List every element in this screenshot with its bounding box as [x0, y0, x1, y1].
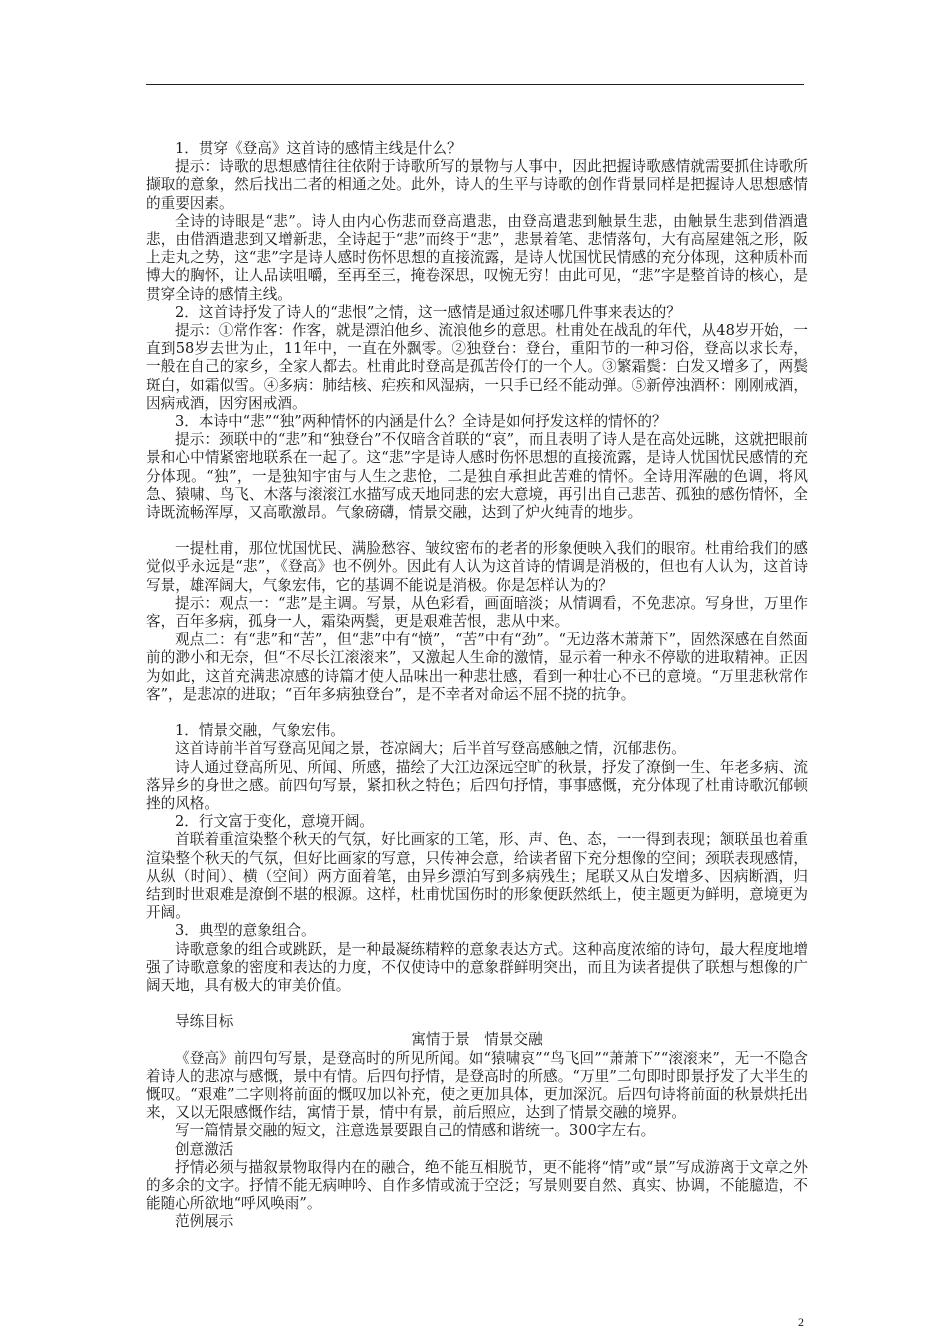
guide-goal-heading: 导练目标: [175, 1013, 234, 1031]
answer-1: 全诗的诗眼是“悲”。诗人由内心伤悲而登高遣悲，由登高遣悲到触景生悲，由触景生悲到借酒遣悲，由借酒遣悲到又增新悲，全诗起于“悲”而终于“悲”，悲景着笔、悲情落句，大有高屋建瓴之形，阪上走丸之势，这“悲”字是诗人感时伤怀思想的直接流露，是诗人忧国忧民情感的充分体现，这种质朴而博大的胸怀，让人品读咀嚼，至再至三，掩卷深思，叹惋无穷！由此可见，“悲”字是整首诗的核心，是贯穿全诗的感情主线。: [146, 212, 808, 303]
question-2: 2．这首诗抒发了诗人的“悲恨”之情，这一感情是通过叙述哪几件事来表达的？: [175, 303, 681, 321]
hint-3: 提示：颈联中的“悲”和“独登台”不仅暗含首联的“哀”，而且表明了诗人是在高处远眺，这就把眼前景和心中情紧密地联系在一起了。这“悲”字是诗人感时伤怀思想的直接流露，是诗人忧国忧民感情的充分体现。“独”，一是独知宇宙与人生之悲怆，二是独自承担此苦难的情怀。全诗用浑融的色调，将风急、猿啸、鸟飞、木落与滚滚江水描写成天地同悲的宏大意境，再引出自己悲苦、孤独的感伤情怀，全诗既流畅浑厚，又高歌激昂。气象磅礴，情景交融，达到了炉火纯青的地步。: [146, 431, 808, 522]
document-body: [146, 140, 808, 1232]
feature-2-heading: 2．行文富于变化，意境开阔。: [175, 813, 375, 831]
feature-3-text: 诗歌意象的组合或跳跃，是一种最凝练精粹的意象表达方式。这种高度浓缩的诗句，最大程度地增强了诗歌意象的密度和表达的力度，不仅使诗中的意象群鲜明突出，而且为读者提供了联想与想像的广阔天地，具有极大的审美价值。: [146, 940, 808, 994]
page-number: 2: [798, 1315, 804, 1329]
feature-2-text: 首联着重渲染整个秋天的气氛，好比画家的工笔，形、声、色、态，一一得到表现；颔联虽也着重渲染整个秋天的气氛，但好比画家的写意，只传神会意，给读者留下充分想像的空间；颈联表现感情，从纵（时间）、横（空间）两方面着笔，由异乡漂泊写到多病残生；尾联又从白发增多、因病断酒，归结到时世艰难是潦倒不堪的根源。这样，杜甫忧国伤时的形象便跃然纸上，使主题更为鲜明，意境更为开阔。: [146, 831, 808, 922]
creative-heading: 创意激活: [175, 1140, 234, 1158]
creative-text: 抒情必须与描叙景物取得内在的融合，绝不能互相脱节，更不能将“情”或“景”写成游离于文章之外的多余的文字。抒情不能无病呻吟、自作多情或流于空泛；写景则要自然、真实、协调，不能臆造，不能随心所欲地“呼风唤雨”。: [146, 1158, 808, 1213]
question-1: 1．贯穿《登高》这首诗的感情主线是什么？: [175, 140, 462, 157]
discussion-prompt: 一提杜甫，那位忧国忧民、满脸愁容、皱纹密布的老者的形象便映入我们的眼帘。杜甫给我们的感觉似乎永远是“悲”，《登高》也不例外。因此有人认为这首诗的情调是消极的，但也有人认为，这首诗写景，雄浑阔大，气象宏伟，它的基调不能说是消极。你是怎样认为的？: [146, 540, 808, 594]
example-heading: 范例展示: [175, 1213, 234, 1231]
guide-goal-title: 寓情于景 情景交融: [411, 1031, 543, 1049]
section-gap: [146, 522, 808, 540]
hint-1: 提示：诗歌的思想感情往往依附于诗歌所写的景物与人事中，因此把握诗歌感情就需要抓住诗歌所撷取的意象，然后找出二者的相通之处。此外，诗人的生平与诗歌的创作背景同样是把握诗人思想感情的重要因素。: [146, 158, 808, 212]
feature-1-text-a: 这首诗前半首写登高见闻之景，苍凉阔大；后半首写登高感触之情，沉郁悲伤。: [175, 740, 686, 758]
section-gap: [146, 995, 808, 1013]
viewpoint-1: 提示：观点一：“悲”是主调。写景，从色彩看，画面暗淡；从情调看，不免悲凉。写身世，万里作客，百年多病，孤身一人，霜染两鬓，更是艰难苦恨，悲从中来。: [146, 594, 808, 631]
viewpoint-2: 观点二：有“悲”和“苦”，但“悲”中有“愤”，“苦”中有“劲”。“无边落木萧萧下”，固然深感在自然面前的渺小和无奈，但“不尽长江滚滚来”，又激起人生命的激情，显示着一种永不停歇的进取精神。正因为如此，这首充满悲凉感的诗篇才使人品味出一种悲壮感，看到一种壮心不已的意境。“万里悲秋常作客”，是悲凉的进取；“百年多病独登台”，是不幸者对命运不屈不挠的抗争。: [146, 631, 808, 703]
guide-goal-text: 《登高》前四句写景，是登高时的所见所闻。如“猿啸哀”“鸟飞回”“萧萧下”“滚滚来”，无一不隐含着诗人的悲凉与感慨，景中有情。后四句抒情，是登高时的所感。“万里”二句即时即景抒发了大半生的慨叹。“艰难”二字则将前面的慨叹加以补充，使之更加具体，更加深沉。后四句诗将前面的秋景烘托出来，又以无限感慨作结，寓情于景，情中有景，前后照应，达到了情景交融的境界。: [146, 1049, 808, 1122]
section-gap: [146, 704, 808, 722]
feature-1-text-b: 诗人通过登高所见、所闻、所感，描绘了大江边深远空旷的秋景，抒发了潦倒一生、年老多病、流落异乡的身世之感。前四句写景，紧扣秋之特色；后四句抒情，事事感慨，充分体现了杜甫诗歌沉郁顿挫的风格。: [146, 758, 808, 812]
writing-task: 写一篇情景交融的短文，注意选景要跟自己的情感和谐统一。300字左右。: [175, 1122, 656, 1140]
feature-3-heading: 3．典型的意象组合。: [175, 922, 316, 940]
hint-2: 提示：①常作客：作客，就是漂泊他乡、流浪他乡的意思。杜甫处在战乱的年代，从48岁开始，一直到58岁去世为止，11年中，一直在外飘零。②独登台：登台，重阳节的一种习俗，登高以求长寿，一般在自己的家乡，全家人都去。杜甫此时登高是孤苦伶仃的一个人。③繁霜鬓：白发又增多了，两鬓斑白，如霜似雪。④多病：肺结核、疟疾和风湿病，一只手已经不能动弹。⑤新停浊酒杯：刚刚戒酒，因病戒酒，因穷困戒酒。: [146, 322, 808, 412]
question-3: 3．本诗中“悲”“独”两种情怀的内涵是什么？全诗是如何抒发这样的情怀的？: [175, 413, 667, 431]
feature-1-heading: 1．情景交融，气象宏伟。: [175, 722, 345, 740]
header-rule: [146, 84, 804, 85]
